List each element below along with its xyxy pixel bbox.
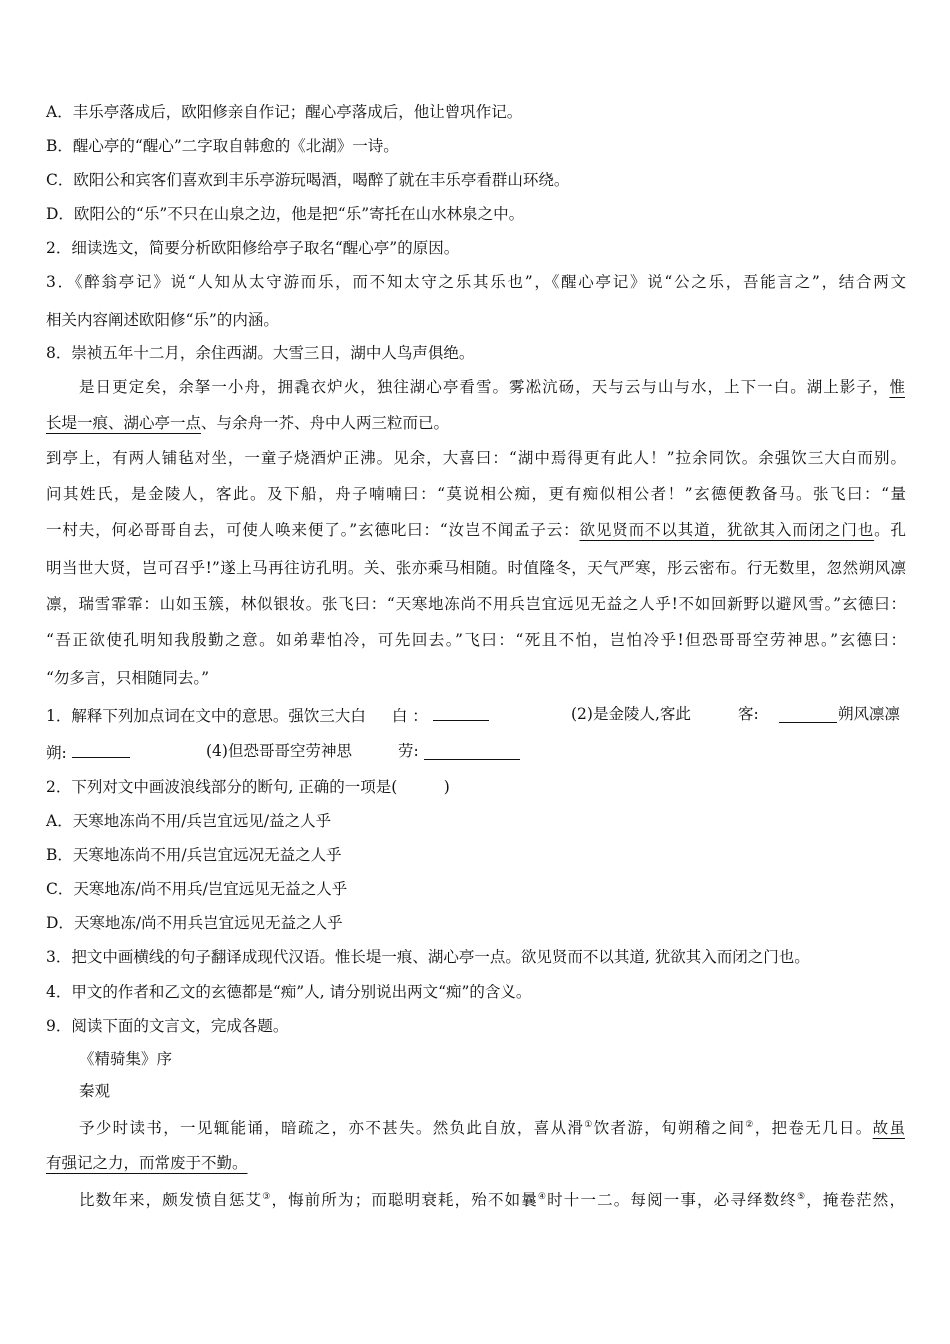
q9-para2-text-4: ，掩卷茫然， [806, 1191, 905, 1209]
q8-q2-option-d: D．天寒地冻/尚不用兵岂宜远见无益之人乎 [46, 914, 343, 932]
q8-para2-line3 [46, 520, 906, 540]
q8-para1-text-end: 、与余舟一芥、舟中人两三粒而已。 [201, 414, 450, 432]
q8-question-1-line1 [46, 704, 906, 726]
q9-underlined-sentence: 有强记之力，而常废于不勤。 [46, 1154, 248, 1172]
q8-para2-line6: “吾正欲使孔明知我殷勤之意。如弟辈怕冷，可先回去。”飞曰：“死且不怕，岂怕冷乎!但恐哥哥空劳神思。”玄德曰： [46, 631, 906, 649]
q9-para2-text-2: ，悔前所为；而聪明衰耗，殆不如曩 [271, 1191, 538, 1209]
q7-option-b: B．醒心亭的“醒心”二字取自韩愈的《北湖》一诗。 [46, 137, 399, 155]
q8-question-3: 3．把文中画横线的句子翻译成现代汉语。惟长堤一痕、湖心亭一点。欲见贤而不以其道, 犹欲其入而闭之门也。 [46, 948, 810, 966]
footnote-marker-4: ④ [537, 1192, 548, 1202]
answer-blank-ke[interactable] [779, 706, 837, 723]
footnote-marker-1: ① [584, 1120, 594, 1130]
q8-para2-line4: 明当世大贤，岂可召乎!”遂上马再往访孔明。关、张亦乘马相随。时值隆冬，天气严寒，彤云密布。行无数里，忽然朔风凛 [46, 559, 906, 577]
q9-underline-start: 故虽 [872, 1119, 905, 1137]
q8-q1-item4: (4)但恐哥哥空劳神思 [206, 742, 352, 760]
answer-blank-bai[interactable] [433, 704, 489, 721]
q9-para1-text-2: 饮者游，旬朔稽之间 [593, 1119, 746, 1137]
q8-para1-line2 [46, 413, 449, 433]
q7-option-a: A．丰乐亭落成后，欧阳修亲自作记；醒心亭落成后，他让曾巩作记。 [46, 103, 523, 121]
q8-para2-text: 一村夫，何必哥哥自去，可使人唤来便了。”玄德叱曰：“汝岂不闻孟子云： [46, 521, 580, 539]
q9-author: 秦观 [79, 1082, 111, 1100]
q7-question-2: 2．细读选文，简要分析欧阳修给亭子取名“醒心亭”的原因。 [46, 239, 460, 257]
q8-question-1-line2 [46, 741, 906, 763]
q8-para2-line5: 凛，瑞雪霏霏：山如玉簇，林似银妆。张飞曰：“天寒地冻尚不用兵岂宜远见无益之人乎!不如回新野以避风雪。”玄德曰： [46, 595, 906, 613]
q8-para2-line1: 到亭上，有两人铺毡对坐，一童子烧酒炉正沸。见余，大喜曰：“湖中焉得更有此人！”拉余同饮。余强饮三大白而别。 [46, 449, 906, 467]
q8-q1-shuo-label: 朔: [46, 744, 67, 762]
q9-para2-text-3: 时十一二。每阅一事，必寻绎数终 [547, 1191, 797, 1209]
answer-blank-lao[interactable] [424, 743, 520, 760]
q8-q1-item3: 朔风凛凛 [838, 705, 901, 723]
q8-q2-option-b: B．天寒地冻尚不用/兵岂宜远况无益之人乎 [46, 846, 342, 864]
q8-question-4: 4．甲文的作者和乙文的玄德都是“痴”人, 请分别说出两文“痴”的含义。 [46, 983, 532, 1001]
q7-option-c: C．欧阳公和宾客们喜欢到丰乐亭游玩喝酒，喝醉了就在丰乐亭看群山环绕。 [46, 171, 570, 189]
q8-q1-prompt: 1．解释下列加点词在文中的意思。强饮三大白 [46, 707, 366, 725]
q8-q2-option-c: C．天寒地冻/尚不用兵/岂宜远见无益之人乎 [46, 880, 348, 898]
q9-para1-line1 [79, 1115, 905, 1138]
q8-intro: 8．崇祯五年十二月，余住西湖。大雪三日，湖中人鸟声俱绝。 [46, 344, 475, 362]
q8-para2-line7: “勿多言，只相随同去。” [46, 669, 210, 687]
q9-title: 《精骑集》序 [79, 1050, 173, 1068]
q7-question-3-line2: 相关内容阐述欧阳修“乐”的内涵。 [46, 311, 279, 329]
q8-q1-lao-label: 劳: [398, 742, 419, 760]
q9-intro: 9．阅读下面的文言文，完成各题。 [46, 1017, 289, 1035]
q8-q1-ke-label: 客: [738, 705, 759, 723]
footnote-marker-3: ③ [262, 1192, 272, 1202]
q8-underline-start: 惟 [889, 378, 905, 396]
q8-para1-line1 [79, 377, 905, 397]
q8-q1-bai-label: 白 ： [391, 707, 428, 725]
q9-para1-text-3: ，把卷无几日。 [754, 1119, 873, 1137]
footnote-marker-2: ② [745, 1120, 755, 1130]
q7-question-3-line1: 3．《醉翁亭记》说“人知从太守游而乐，而不知太守之乐其乐也”，《醒心亭记》说“公之乐，吾能言之”，结合两文 [46, 273, 906, 291]
q8-underlined-quote: 欲见贤而不以其道，犹欲其入而闭之门也 [579, 521, 875, 539]
q8-para2-line2: 问其姓氏，是金陵人，客此。及下船，舟子喃喃曰：“莫说相公痴，更有痴似相公者！”玄德便教备马。张飞曰：“量 [46, 485, 906, 503]
q8-question-2: 2．下列对文中画波浪线部分的断句, 正确的一项是( ) [46, 778, 450, 796]
q8-q1-item2: (2)是金陵人,客此 [571, 705, 691, 723]
q8-para1-text: 是日更定矣，余拏一小舟，拥毳衣炉火，独往湖心亭看雪。雾凇沆砀，天与云与山与水，上下一白。湖上影子， [79, 378, 890, 396]
q9-para1-text: 予少时读书，一见辄能诵，暗疏之，亦不甚失。然负此自放，喜从滑 [79, 1119, 585, 1137]
footnote-marker-5: ⑤ [796, 1192, 807, 1202]
q8-q2-option-a: A．天寒地冻尚不用/兵岂宜远见/益之人乎 [46, 812, 332, 830]
q9-para2-text: 比数年来，颇发愤自惩艾 [79, 1191, 263, 1209]
answer-blank-shuo[interactable] [72, 741, 130, 758]
q9-para2-line1 [79, 1187, 905, 1210]
q7-option-d: D．欧阳公的“乐”不只在山泉之边，他是把“乐”寄托在山水林泉之中。 [46, 205, 525, 223]
q8-underlined-sentence: 长堤一痕、湖心亭一点 [46, 414, 202, 432]
q9-para1-line2 [46, 1153, 248, 1173]
q8-para2-text-end: 。孔 [874, 521, 906, 539]
